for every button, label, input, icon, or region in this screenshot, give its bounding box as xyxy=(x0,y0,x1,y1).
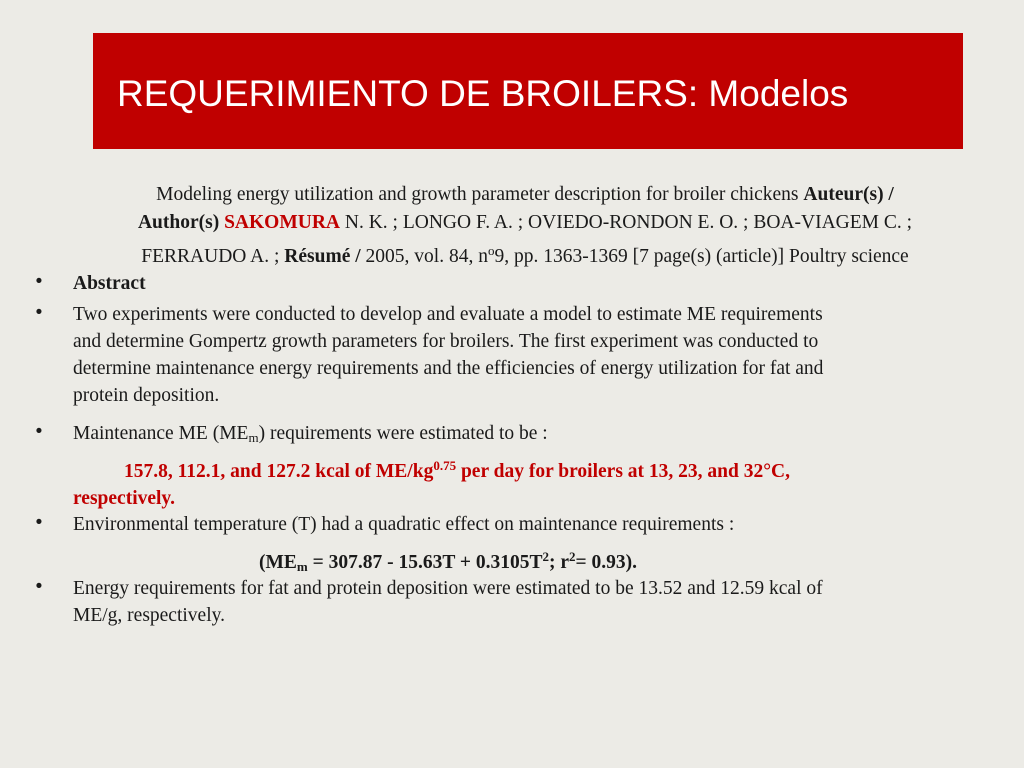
bullet-dot: • xyxy=(35,512,43,533)
deposition-line: ME/g, respectively. xyxy=(73,605,225,626)
experiments-line: Two experiments were conducted to develop and evaluate a model to estimate ME requirements xyxy=(73,304,823,325)
values-line-1 xyxy=(73,452,973,485)
values-sup: 0.75 xyxy=(433,458,457,473)
bullet-dot: • xyxy=(35,271,43,292)
first-author: SAKOMURA xyxy=(224,212,340,233)
citation-block xyxy=(60,181,990,271)
values-b: per day for broilers at 13, 23, and 32°C, xyxy=(456,461,790,482)
source-a: 2005, vol. 84, n xyxy=(365,246,488,267)
experiments-text xyxy=(73,301,973,409)
resume-label: Résumé / xyxy=(284,246,361,267)
citation-line-2 xyxy=(60,209,990,237)
maintenance-b: ) requirements were estimated to be : xyxy=(258,423,548,444)
auteur-label: Auteur(s) / xyxy=(803,184,894,205)
eq-b: = 307.87 - 15.63T + 0.3105T xyxy=(307,552,543,573)
title-banner xyxy=(93,33,963,149)
eq-sup1: 2 xyxy=(542,549,550,564)
author-label: Author(s) xyxy=(137,212,220,233)
bullet-dot: • xyxy=(35,302,43,323)
bullet-dot: • xyxy=(35,576,43,597)
eq-a: (ME xyxy=(259,552,297,573)
maintenance-sub: m xyxy=(248,430,259,445)
maintenance-a: Maintenance ME (ME xyxy=(73,423,249,444)
citation-line-1 xyxy=(60,181,990,209)
experiments-line: protein deposition. xyxy=(73,385,220,406)
deposition-line: Energy requirements for fat and protein deposition were estimated to be 13.52 and 12.59 kcal of xyxy=(73,578,823,599)
bullet-dot: • xyxy=(35,421,43,442)
eq-c: ; r xyxy=(549,552,570,573)
paper-title: Modeling energy utilization and growth parameter description for broiler chickens xyxy=(156,184,799,205)
citation-line-3 xyxy=(60,237,990,271)
eq-sub: m xyxy=(296,559,308,574)
eq-sup2: 2 xyxy=(569,549,576,564)
authors-last: FERRAUDO A. ; xyxy=(141,246,280,267)
values-text xyxy=(73,452,973,512)
values-a: 157.8, 112.1, and 127.2 kcal of ME/kg xyxy=(124,461,434,482)
values-line-2: respectively. xyxy=(73,488,175,509)
source-sup: o xyxy=(487,243,495,258)
slide-title: REQUERIMIENTO DE BROILERS: Modelos xyxy=(117,73,849,114)
authors-rest: N. K. ; LONGO F. A. ; OVIEDO-RONDON E. O. ; BOA-VIAGEM C. ; xyxy=(344,212,913,233)
eq-d: = 0.93). xyxy=(575,552,638,573)
experiments-line: determine maintenance energy requirements and the efficiencies of energy utilization for fat and xyxy=(73,358,824,379)
abstract-heading: Abstract xyxy=(73,273,146,294)
maintenance-text xyxy=(73,420,973,451)
experiments-line: and determine Gompertz growth parameters for broilers. The first experiment was conducted to xyxy=(73,331,819,352)
deposition-text xyxy=(73,575,973,629)
temperature-text: Environmental temperature (T) had a quadratic effect on maintenance requirements : xyxy=(73,514,735,535)
source-b: 9, pp. 1363-1369 [7 page(s) (article)] Poultry science xyxy=(494,246,909,267)
